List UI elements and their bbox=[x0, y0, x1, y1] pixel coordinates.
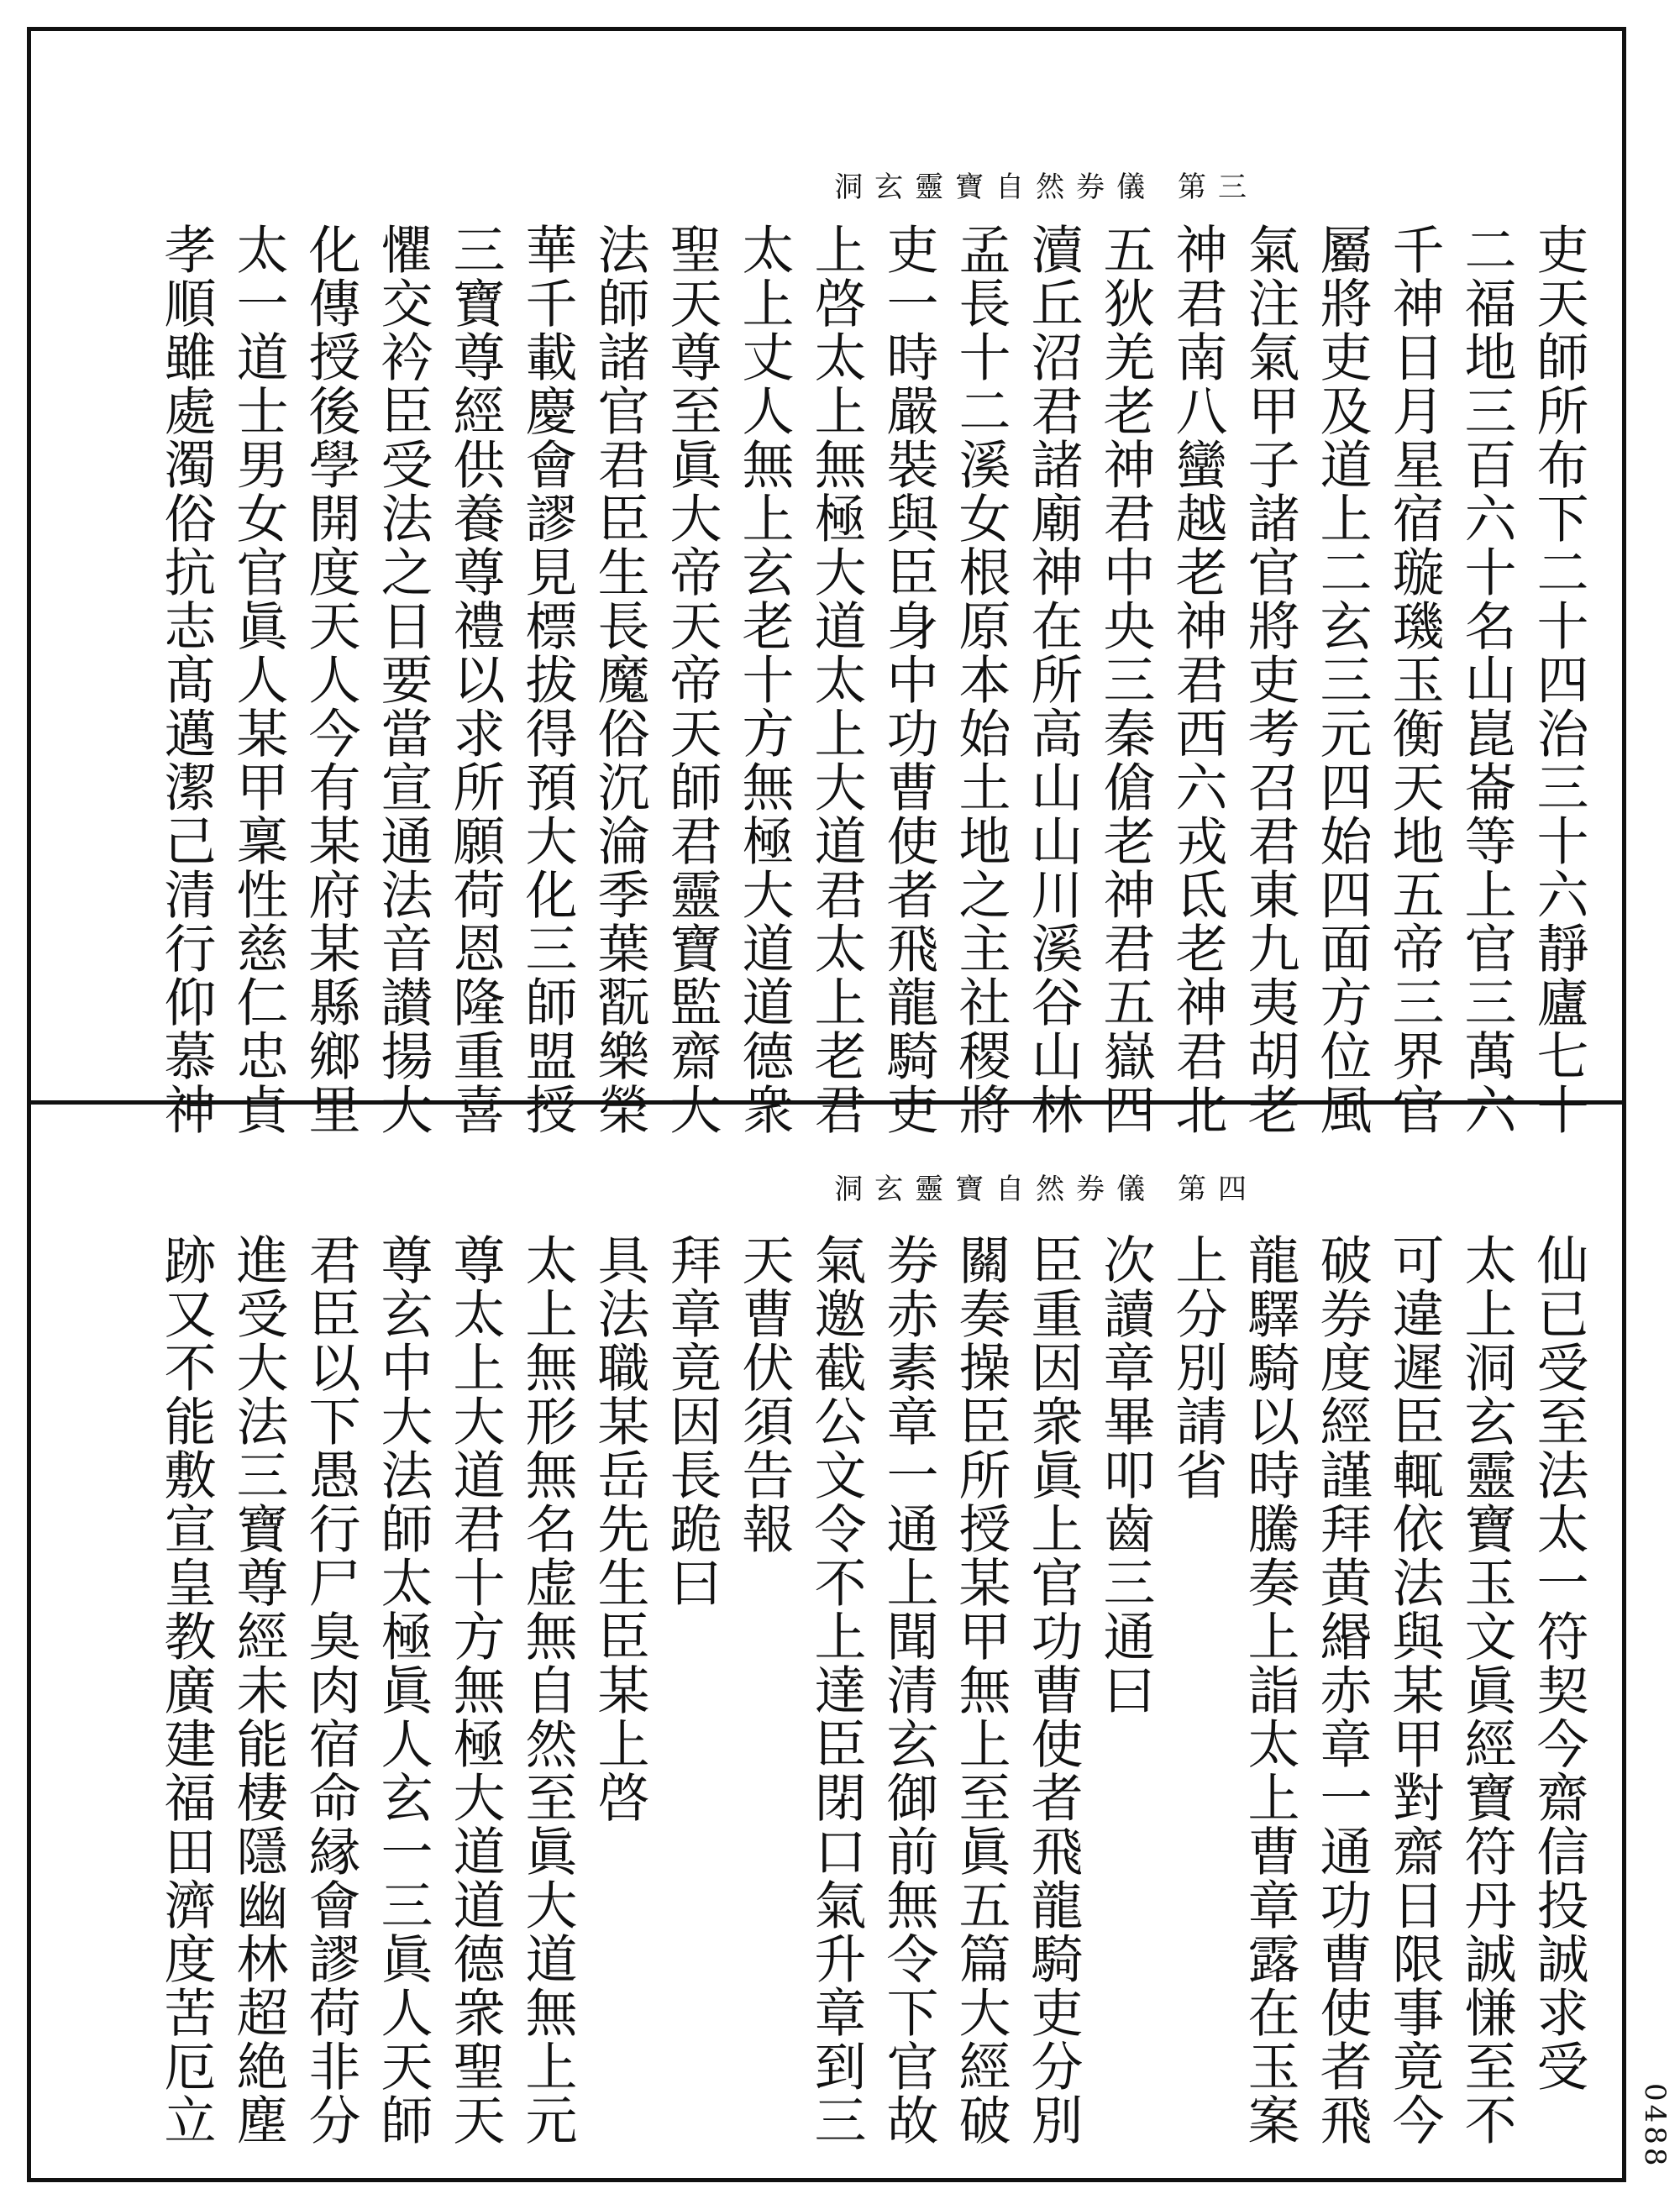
text-column: 神君南八蠻越老神君西六戎氐老神君北 bbox=[1167, 223, 1228, 1136]
text-column: 化傳授後學開度天人今有某府某縣鄉里 bbox=[300, 223, 361, 1136]
lower-page-header: 洞玄靈寶自然券儀 第四 bbox=[834, 1173, 1258, 1206]
text-column: 尊太上大道君十方無極大道道德衆聖天 bbox=[444, 1233, 506, 2147]
text-column: 華千載慶會謬見標拔得預大化三師盟授 bbox=[517, 223, 578, 1136]
text-column: 太上無形無名虚無自然至眞大道無上元 bbox=[517, 1233, 578, 2147]
text-column: 券赤素章一通上聞清玄御前無令下官故 bbox=[878, 1233, 939, 2147]
text-column: 太上丈人無上玄老十方無極大道道德衆 bbox=[733, 223, 795, 1136]
text-column: 尊玄中大法師太極眞人玄一三眞人天師 bbox=[372, 1233, 433, 2147]
text-column: 上分別請省 bbox=[1167, 1233, 1228, 1502]
upper-text-columns bbox=[150, 223, 1594, 1136]
text-column: 可違遲臣輒依法與某甲對齋日限事竟今 bbox=[1383, 1233, 1445, 2147]
text-column: 屬將吏及道上二玄三元四始四面方位風 bbox=[1311, 223, 1373, 1136]
upper-page bbox=[34, 34, 1620, 1136]
text-column: 進受大法三寶尊經未能棲隱幽林超絶塵 bbox=[228, 1233, 289, 2147]
text-column: 二福地三百六十名山崑崙等上官三萬六 bbox=[1456, 223, 1517, 1136]
text-column: 吏天師所布下二十四治三十六靜廬七十 bbox=[1528, 223, 1589, 1136]
text-column: 拜章竟因長跪曰 bbox=[661, 1233, 722, 1609]
text-column: 次讀章畢叩齒三通曰 bbox=[1095, 1233, 1156, 1717]
text-column: 孟長十二溪女根原本始土地之主社稷將 bbox=[950, 223, 1011, 1136]
text-column: 孝順雖處濁俗抗志髙邁潔己清行仰慕神 bbox=[155, 223, 217, 1136]
text-column: 三寶尊經供養尊禮以求所願荷恩隆重喜 bbox=[444, 223, 506, 1136]
text-column: 瀆丘沼君諸廟神在所高山山川溪谷山林 bbox=[1022, 223, 1084, 1136]
text-column: 太上洞玄靈寶玉文眞經寶符丹誠慊至不 bbox=[1456, 1233, 1517, 2147]
text-column: 仙已受至法太一符契今齋信投誠求受 bbox=[1528, 1233, 1589, 2093]
lower-page bbox=[34, 1107, 1620, 2175]
text-column: 懼交衿臣受法之日要當宣通法音讃揚大 bbox=[372, 223, 433, 1136]
text-column: 龍驛騎以時騰奏上詣太上曹章露在玉案 bbox=[1239, 1233, 1300, 2147]
text-column: 具法職某岳先生臣某上啓 bbox=[589, 1233, 650, 1824]
text-column: 千神日月星宿璇璣玉衡天地五帝三界官 bbox=[1383, 223, 1445, 1136]
lower-text-columns bbox=[150, 1233, 1594, 2147]
text-column: 關奏操臣所授某甲無上至眞五篇大經破 bbox=[950, 1233, 1011, 2147]
text-column: 破券度經謹拜黄緡赤章一通功曹使者飛 bbox=[1311, 1233, 1373, 2147]
text-column: 臣重因衆眞上官功曹使者飛龍騎吏分別 bbox=[1022, 1233, 1084, 2147]
upper-page-header: 洞玄靈寶自然券儀 第三 bbox=[834, 171, 1258, 204]
text-column: 氣注氣甲子諸官將吏考召君東九夷胡老 bbox=[1239, 223, 1300, 1136]
text-column: 君臣以下愚行尸臭肉宿命縁會謬荷非分 bbox=[300, 1233, 361, 2147]
text-column: 法師諸官君臣生長魔俗沉淪季葉翫樂榮 bbox=[589, 223, 650, 1136]
text-column: 上啓太上無極大道太上大道君太上老君 bbox=[806, 223, 867, 1136]
page-number: 0488 bbox=[1638, 2083, 1672, 2170]
text-column: 跡又不能敷宣皇教廣建福田濟度苦厄立 bbox=[155, 1233, 217, 2147]
text-column: 吏一時嚴裝與臣身中功曹使者飛龍騎吏 bbox=[878, 223, 939, 1136]
text-column: 五狄羌老神君中央三秦傖老神君五嶽四 bbox=[1095, 223, 1156, 1136]
text-column: 聖天尊至眞大帝天帝天師君靈寶監齋大 bbox=[661, 223, 722, 1136]
text-column: 天曹伏須告報 bbox=[733, 1233, 795, 1556]
text-column: 氣邀截公文令不上達臣閉口氣升章到三 bbox=[806, 1233, 867, 2147]
text-column: 太一道士男女官眞人某甲稟性慈仁忠貞 bbox=[228, 223, 289, 1136]
